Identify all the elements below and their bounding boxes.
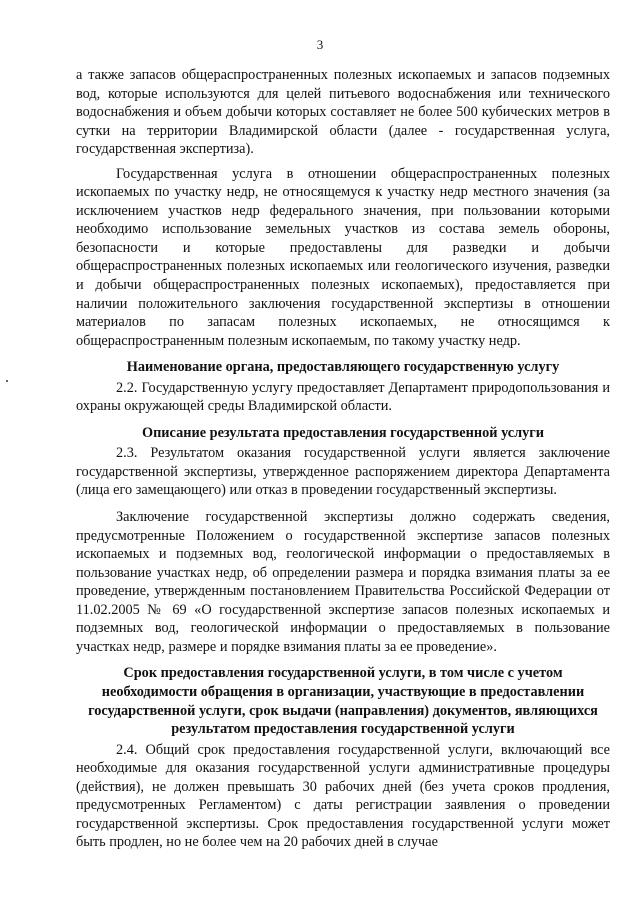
paragraph-service-scope: Государственная услуга в отношении общераспространенных полезных ископаемых по участку недр, не относящемуся к участку недр местного значения (за исключением участков недр федерального значения, при пользовании которыми необходимо использование земельных участков из состава земель обороны, безопасности и которые предоставлены для разведки и добычи общераспространенных полезных ископаемых или геологического изучения, разведки и добычи общераспространенных полезных ископаемых), предоставляется при наличии положительного заключения государственной экспертизы в отношении материалов по запасам полезных ископаемых, не относящимся к общераспространенным полезным ископаемым, по такому участку недр. <box>76 165 610 349</box>
page-number: 3 <box>316 37 324 52</box>
heading-result: Описание результата предоставления государственной услуги <box>141 424 545 441</box>
paragraph-2-2: 2.2. Государственную услугу предоставляет Департамент природопользования и охраны окружающей среды Владимирской области. <box>76 379 610 415</box>
paragraph-2-4: 2.4. Общий срок предоставления государственной услуги, включающий все необходимые для оказания государственной услуги административные процедуры (действия), не должен превышать 30 рабочих дней (без учета сроков продления, предусмотренных Регламентом) с даты регистрации заявления о проведении государственной экспертизы. Срок предоставления государственной услуги может быть продлен, но не более чем на 20 рабочих дней в случае <box>76 741 610 851</box>
paragraph-conclusion: Заключение государственной экспертизы должно содержать сведения, предусмотренные Положением о государственной экспертизе запасов полезных ископаемых и подземных вод, геологической информации о предоставляемых в пользование участках недр, об определении размера и порядка взимания платы за ее проведение, утвержденным постановлением Правительства Российской Федерации от 11.02.2005 № 69 «О государственной экспертизе запасов полезных ископаемых и подземных вод, геологической информации о предоставляемых в пользование участках недр, размере и порядке взимания платы за ее проведение». <box>76 509 610 655</box>
paragraph-continuation: а также запасов общераспространенных полезных ископаемых и запасов подземных вод, которые используются для целей питьевого водоснабжения или технического водоснабжения и объем добычи которых составляет не более 500 кубических метров в сутки на территории Владимирской области (далее - государственная услуга, государственная экспертиза). <box>76 67 610 158</box>
heading-term: Срок предоставления государственной услуги, в том числе с учетом необходимости обращения в организации, участвующие в предоставлении государственной услуги, срок выдачи (направления) документов, являющихся результатом предоставления государственной услуги <box>88 665 598 738</box>
paragraph-2-3: 2.3. Результатом оказания государственной услуги является заключение государственной экспертизы, утвержденное распоряжением директора Департамента (лица его замещающего) или отказ в проведении государственный экспертизы. <box>76 445 610 499</box>
scan-speck <box>6 380 8 382</box>
document-body <box>76 66 610 852</box>
heading-authority: Наименование органа, предоставляющего государственную услугу <box>126 359 560 376</box>
